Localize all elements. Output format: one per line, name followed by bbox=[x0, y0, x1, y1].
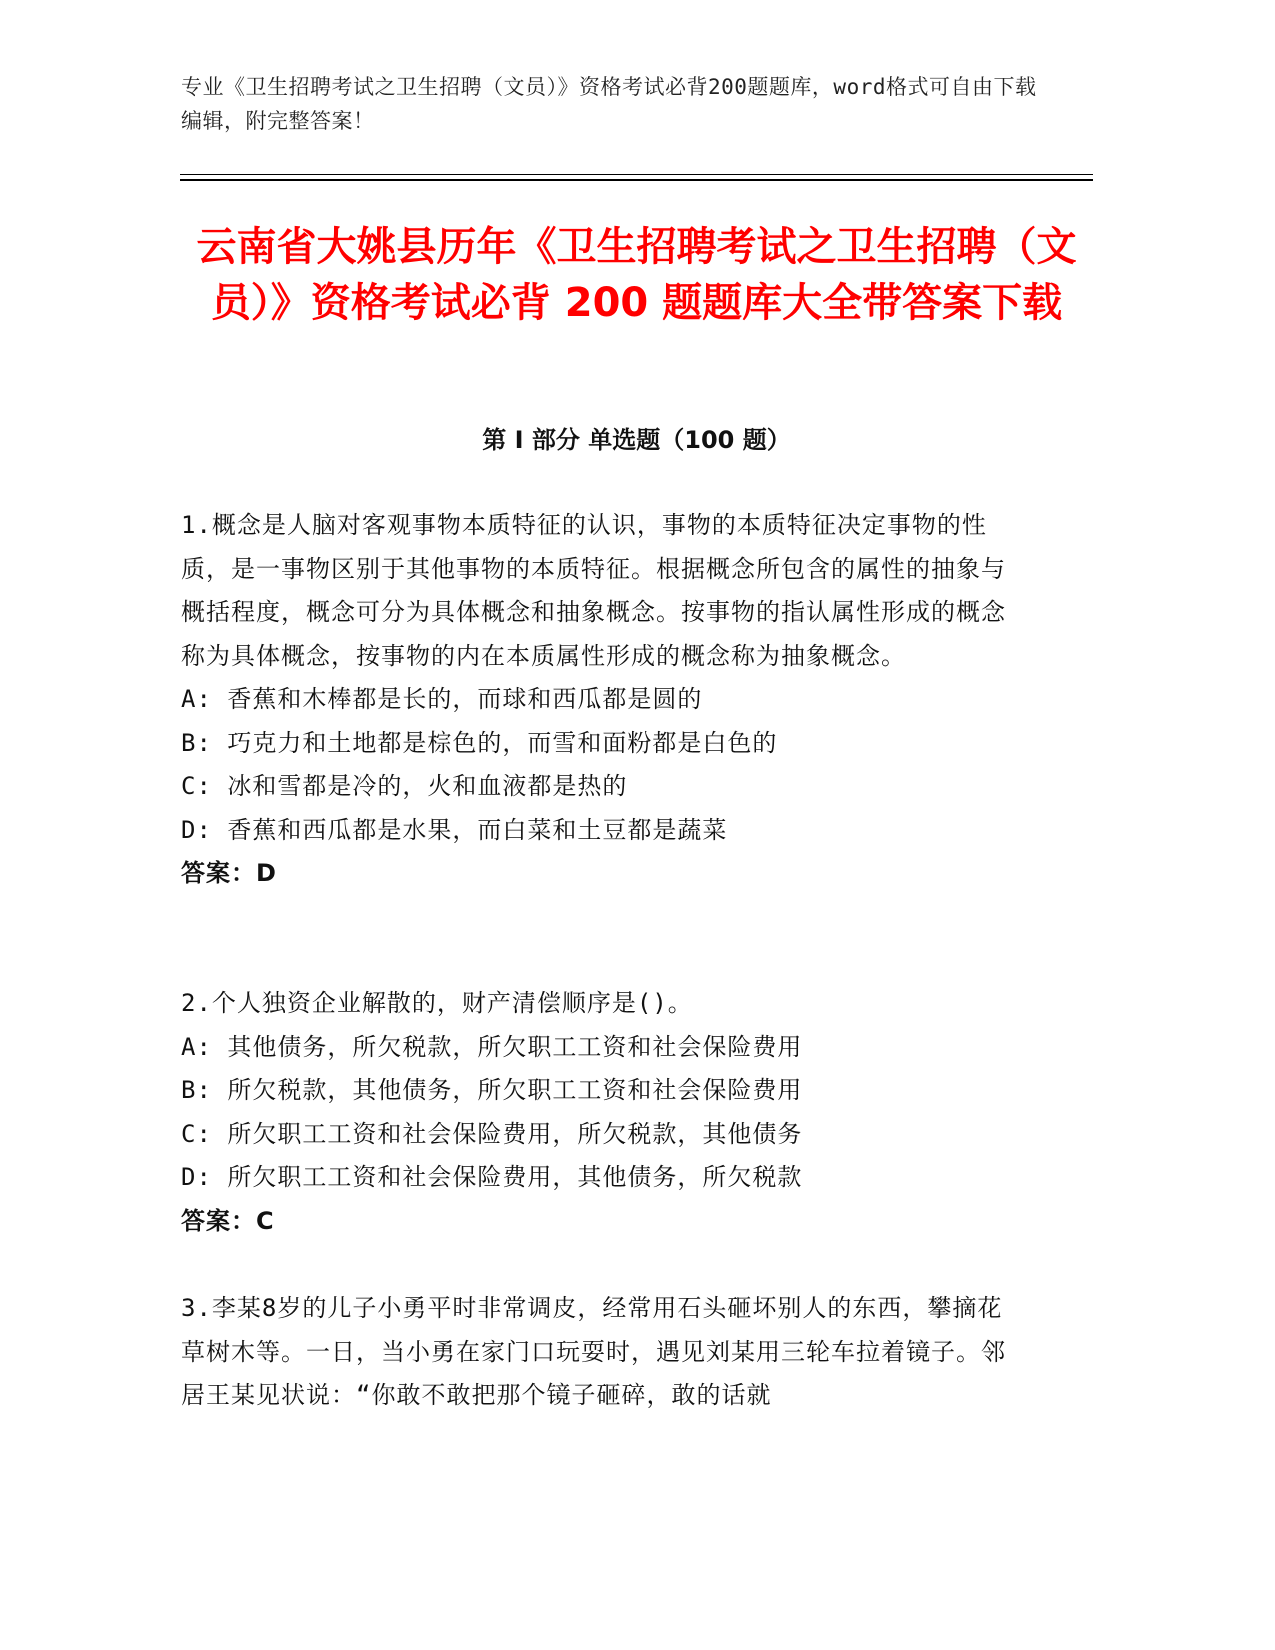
question-text: 1.概念是人脑对客观事物本质特征的认识，事物的本质特征决定事物的性质，是一事物区别于其他事物的本质特征。根据概念所包含的属性的抽象与概括程度，概念可分为具体概念和抽象概念。按事物的指认属性形成的概念称为具体概念，按事物的内在本质属性形成的概念称为抽象概念。 bbox=[181, 511, 1006, 670]
question-text: 2.个人独资企业解散的，财产清偿顺序是()。 bbox=[181, 989, 693, 1017]
option-a: A: 香蕉和木棒都是长的，而球和西瓜都是圆的 bbox=[181, 685, 703, 713]
option-b: B: 巧克力和土地都是棕色的，而雪和面粉都是白色的 bbox=[181, 728, 778, 757]
question-text: 3.李某8岁的儿子小勇平时非常调皮，经常用石头砸坏别人的东西，攀摘花草树木等。一日，当小勇在家门口玩耍时，遇见刘某用三轮车拉着镜子。邻居王某见状说：“你敢不敢把那个镜子砸碎，敢的话就 bbox=[181, 1294, 1006, 1409]
answer: 答案：D bbox=[181, 859, 277, 887]
answer: 答案：C bbox=[181, 1206, 275, 1235]
option-d: D: 香蕉和西瓜都是水果，而白菜和土豆都是蔬菜 bbox=[181, 815, 728, 844]
option-d: D: 所欠职工工资和社会保险费用，其他债务，所欠税款 bbox=[181, 1163, 803, 1191]
header-divider-thin bbox=[180, 174, 1093, 175]
question-3 bbox=[181, 1287, 1021, 1418]
header-divider-thick bbox=[180, 179, 1093, 181]
option-c: C: 冰和雪都是冷的，火和血液都是热的 bbox=[181, 772, 628, 800]
question-1 bbox=[181, 504, 1021, 896]
option-c: C: 所欠职工工资和社会保险费用，所欠税款，其他债务 bbox=[181, 1119, 803, 1148]
document-title: 云南省大姚县历年《卫生招聘考试之卫生招聘（文员）》资格考试必背 200 题题库大全带答案下载 bbox=[196, 224, 1077, 326]
option-b: B: 所欠税款，其他债务，所欠职工工资和社会保险费用 bbox=[181, 1076, 803, 1104]
section-heading: 第 I 部分 单选题（100 题） bbox=[482, 426, 791, 454]
header-note: 专业《卫生招聘考试之卫生招聘（文员）》资格考试必背200题题库，word格式可自由下载编辑，附完整答案！ bbox=[181, 75, 1037, 133]
option-a: A: 其他债务，所欠税款，所欠职工工资和社会保险费用 bbox=[181, 1032, 803, 1061]
question-2 bbox=[181, 982, 1021, 1243]
